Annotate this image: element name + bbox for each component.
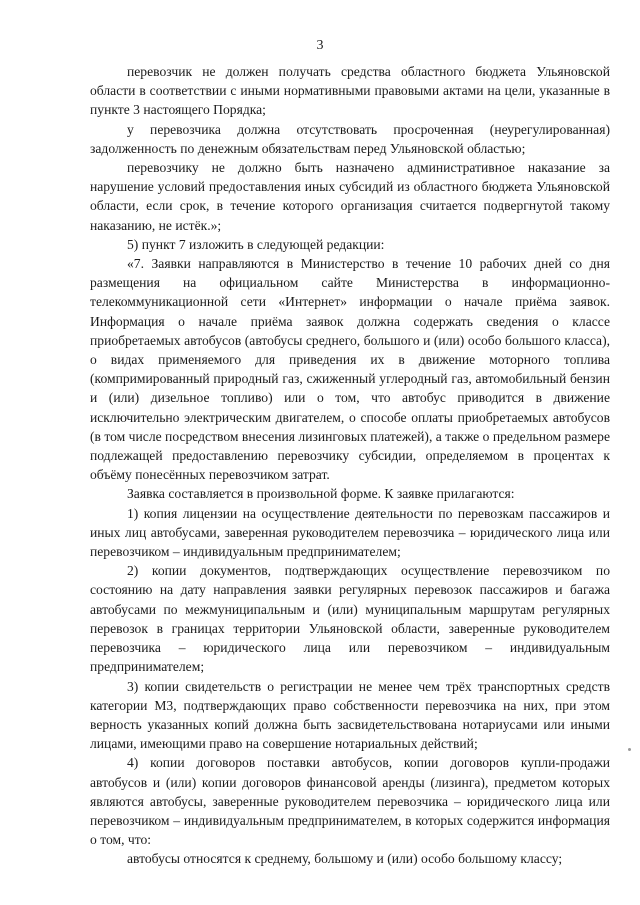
paragraph-clause-7: «7. Заявки направляются в Министерство в течение 10 рабочих дней со дня размещения на официальном сайте Министерства в информационно-телекоммуникационной сети «Интернет» информации о начале приёма заявок. Информация о начале приёма заявок должна содержать сведения о классе приобретаемых автобусов (автобусы среднего, большого и (или) особо большого класса), о видах применяемого для приведения их в движение моторного топлива (компримированный природный газ, сжиженный углеродный газ, автомобильный бензин и (или) дизельное топливо) или о том, что автобус приводится в движение исключительно электрическим двигателем, о способе оплаты приобретаемых автобусов (в том числе посредством внесения лизинговых платежей), а также о предельном размере подлежащей предоставлению перевозчику субсидии, определяемом в процентах к объёму понесённых перевозчиком затрат.	[90, 256, 610, 483]
paragraph-bus-class: автобусы относятся к среднему, большому и (или) особо большому классу;	[127, 851, 563, 867]
paragraph-carrier-no-regional-funds: перевозчик не должен получать средства областного бюджета Ульяновской области в соответствии с иными нормативными правовыми актами на цели, указанные в пункте 3 настоящего Порядка;	[90, 64, 610, 118]
document-body	[90, 62, 610, 869]
paragraph-attachment-4: 4) копии договоров поставки автобусов, копии договоров купли-продажи автобусов и (или) копии договоров финансовой аренды (лизинга), предметом которых являются автобусы, заверенные руководителем перевозчика – юридического лица или перевозчиком – индивидуальным предпринимателем, в которых содержится информация о том, что:	[90, 755, 610, 848]
paragraph-attachment-1: 1) копия лицензии на осуществление деятельности по перевозкам пассажиров и иных лиц автобусами, заверенная руководителем перевозчика – юридического лица или перевозчиком – индивидуальным предпринимателем;	[90, 505, 610, 560]
paragraph-no-overdue-debt: у перевозчика должна отсутствовать просроченная (неурегулированная) задолженность по денежным обязательствам перед Ульяновской областью;	[90, 121, 610, 156]
paragraph-attachment-3: 3) копии свидетельств о регистрации не менее чем трёх транспортных средств категории М3, подтверждающих право собственности перевозчика на них, при этом верность указанных копий должна быть засвидетельствована нотариусами или иными лицами, имеющими право на совершение нотариальных действий;	[90, 678, 610, 752]
scan-speck	[628, 748, 631, 751]
paragraph-application-form: Заявка составляется в произвольной форме. К заявке прилагаются:	[127, 486, 515, 502]
paragraph-attachment-2: 2) копии документов, подтверждающих осуществление перевозчиком по состоянию на дату направления заявки регулярных перевозок пассажиров и багажа автобусами по межмуниципальным и (или) муниципальным маршрутам регулярных перевозок в границах территории Ульяновской области, заверенные руководителем перевозчика – юридического лица или перевозчиком – индивидуальным предпринимателем;	[90, 563, 610, 675]
paragraph-item-5: 5) пункт 7 изложить в следующей редакции:	[127, 236, 385, 252]
page-number: 3	[316, 38, 324, 53]
paragraph-no-administrative-penalty: перевозчику не должно быть назначено административное наказание за нарушение условий предоставления иных субсидий из областного бюджета Ульяновской области, если срок, в течение которого организация считается подвергнутой такому наказанию, не истёк.»;	[90, 160, 610, 233]
